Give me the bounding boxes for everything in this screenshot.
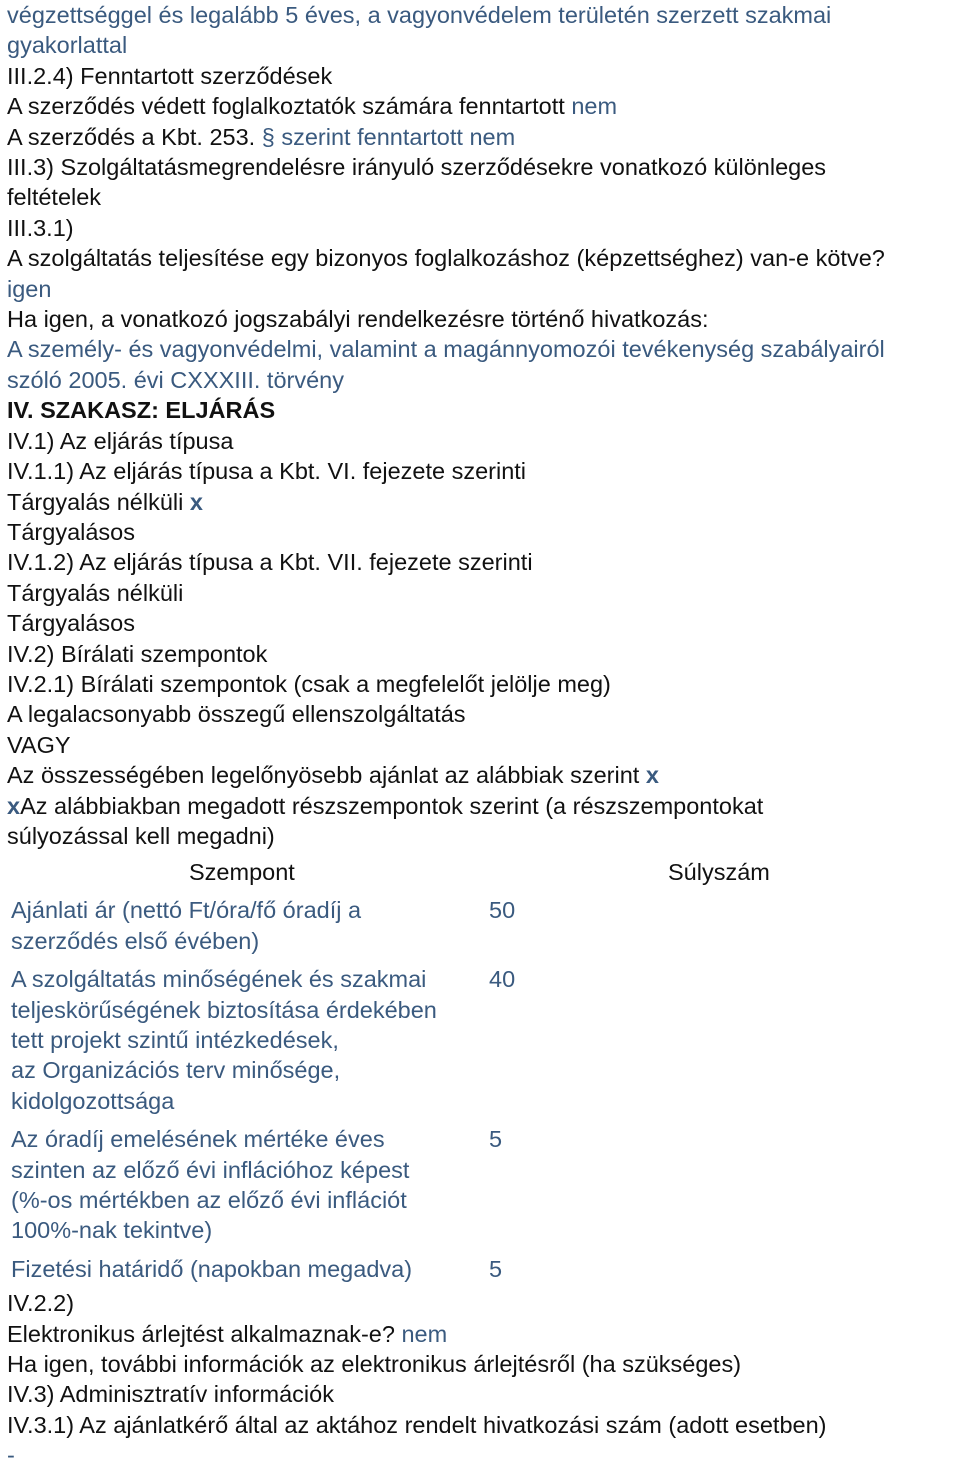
text-line — [7, 456, 960, 486]
text-span: Elektronikus árlejtést alkalmaznak-e? — [7, 1320, 402, 1347]
text-line — [7, 1379, 960, 1409]
text-line — [7, 1319, 960, 1349]
text-span: nem — [401, 1320, 448, 1347]
text-span: A legalacsonyabb összegű ellenszolgáltatás — [7, 701, 466, 728]
criterion-cell — [7, 1124, 489, 1246]
text-span: III.2.4) Fenntartott szerződések — [7, 62, 333, 89]
text-line — [7, 821, 960, 851]
text-line — [7, 0, 960, 30]
criteria-row — [7, 964, 960, 1116]
text-line — [7, 213, 960, 243]
text-span: A szolgáltatás teljesítése egy bizonyos foglalkozáshoz (képzettséghez) van-e kötve? — [7, 245, 885, 272]
text-span: A szerződés a Kbt. 253. — [7, 123, 262, 150]
text-span: - — [7, 1442, 15, 1469]
text-line — [7, 395, 960, 425]
text-line — [7, 30, 960, 60]
text-span: IV. SZAKASZ: ELJÁRÁS — [7, 397, 276, 424]
document-body-top — [7, 0, 960, 851]
criterion-text: kidolgozottsága — [11, 1087, 175, 1114]
text-span: IV.2) Bírálati szempontok — [7, 640, 268, 667]
criterion-text: tett projekt szintű intézkedések, — [11, 1027, 339, 1053]
criteria-table — [7, 895, 960, 1284]
text-line — [7, 152, 960, 182]
text-line — [7, 547, 960, 577]
document-body-bottom — [7, 1288, 960, 1470]
criterion-text: 100%-nak tekintve) — [11, 1217, 213, 1244]
criterion-text: Fizetési határidő (napokban megadva) — [11, 1255, 413, 1282]
text-span: Tárgyalásos — [7, 518, 135, 545]
text-line — [7, 91, 960, 121]
text-span: IV.2.1) Bírálati szempontok (csak a megfelelőt jelölje meg) — [7, 670, 611, 697]
criterion-cell — [7, 964, 489, 1116]
text-line — [7, 243, 960, 273]
text-span: VAGY — [7, 731, 71, 758]
criterion-text: teljeskörűségének biztosítása érdekében — [11, 996, 437, 1023]
text-line — [7, 578, 960, 608]
criterion-text: A szolgáltatás minőségének és szakmai — [11, 966, 427, 993]
text-span: x — [189, 488, 203, 515]
weight-cell: 5 — [489, 1255, 503, 1282]
weight-header: Súlyszám — [668, 859, 770, 886]
text-line — [7, 426, 960, 456]
criterion-text: szinten az előző évi inflációhoz képest — [11, 1156, 410, 1183]
text-line — [7, 1288, 960, 1318]
text-line — [7, 608, 960, 638]
text-span: Tárgyalásos — [7, 610, 135, 637]
text-span: IV.2.2) — [7, 1290, 75, 1317]
text-line — [7, 487, 960, 517]
criterion-text: (%-os mértékben az előző évi inflációt — [11, 1187, 407, 1214]
text-line — [7, 274, 960, 304]
text-span: IV.1.1) Az eljárás típusa a Kbt. VI. fejezete szerinti — [7, 458, 527, 485]
text-span: IV.3.1) Az ajánlatkérő által az aktához rendelt hivatkozási szám (adott esetben) — [7, 1411, 827, 1438]
text-span: Tárgyalás nélküli — [7, 488, 190, 515]
text-span: gyakorlattal — [7, 32, 128, 59]
text-span: A szerződés védett foglalkoztatók számára fenntartott — [7, 93, 572, 120]
criterion-cell — [7, 1254, 489, 1284]
text-span: III.3) Szolgáltatásmegrendelésre irányuló szerződésekre vonatkozó különleges — [7, 154, 827, 181]
text-span: III.3.1) — [7, 214, 74, 241]
text-span: IV.1.2) Az eljárás típusa a Kbt. VII. fejezete szerinti — [7, 549, 533, 576]
text-span: x — [7, 792, 21, 819]
text-span: súlyozással kell megadni) — [7, 822, 275, 849]
text-line — [7, 669, 960, 699]
text-line — [7, 182, 960, 212]
criteria-row — [7, 1124, 960, 1246]
text-line — [7, 61, 960, 91]
text-line — [7, 1410, 960, 1440]
criterion-text: szerződés első évében) — [11, 927, 260, 954]
criterion-text: Ajánlati ár (nettó Ft/óra/fő óradíj a — [11, 897, 362, 924]
criteria-row — [7, 895, 960, 956]
text-span: A személy- és vagyonvédelmi, valamint a magánnyomozói tevékenység szabályairól — [7, 336, 885, 363]
text-span: feltételek — [7, 184, 102, 211]
text-line — [7, 304, 960, 334]
criterion-text: Az óradíj emelésének mértéke éves — [11, 1126, 385, 1153]
weight-cell: 40 — [489, 966, 516, 993]
text-span: igen — [7, 275, 52, 302]
text-span: végzettséggel és legalább 5 éves, a vagyonvédelem területén szerzett szakmai — [7, 2, 832, 28]
weight-cell: 50 — [489, 897, 516, 924]
text-span: szóló 2005. évi CXXXIII. törvény — [7, 366, 344, 393]
text-span: Ha igen, további információk az elektronikus árlejtésről (ha szükséges) — [7, 1351, 742, 1378]
text-span: Az összességében legelőnyösebb ajánlat az alábbiak szerint — [7, 762, 646, 789]
criteria-table-header — [7, 851, 960, 887]
text-span: § szerint fenntartott nem — [261, 123, 516, 150]
criterion-text: az Organizációs terv minősége, — [11, 1057, 341, 1084]
text-span: Az alábbiakban megadott részszempontok szerint (a részszempontokat — [20, 792, 764, 819]
text-line — [7, 639, 960, 669]
text-span: IV.3) Adminisztratív információk — [7, 1381, 334, 1408]
text-span: IV.1) Az eljárás típusa — [7, 427, 234, 454]
text-line — [7, 122, 960, 152]
text-span: Tárgyalás nélküli — [7, 579, 184, 606]
text-span: nem — [571, 93, 618, 120]
text-line — [7, 1440, 960, 1470]
weight-cell: 5 — [489, 1126, 503, 1153]
text-span: x — [645, 762, 659, 789]
text-line — [7, 365, 960, 395]
text-span: Ha igen, a vonatkozó jogszabályi rendelkezésre történő hivatkozás: — [7, 306, 709, 333]
criteria-header: Szempont — [189, 859, 295, 886]
text-line — [7, 760, 960, 790]
text-line — [7, 791, 960, 821]
text-line — [7, 517, 960, 547]
text-line — [7, 1349, 960, 1379]
text-line — [7, 699, 960, 729]
criteria-row — [7, 1254, 960, 1284]
text-line — [7, 730, 960, 760]
text-line — [7, 334, 960, 364]
criterion-cell — [7, 895, 489, 956]
